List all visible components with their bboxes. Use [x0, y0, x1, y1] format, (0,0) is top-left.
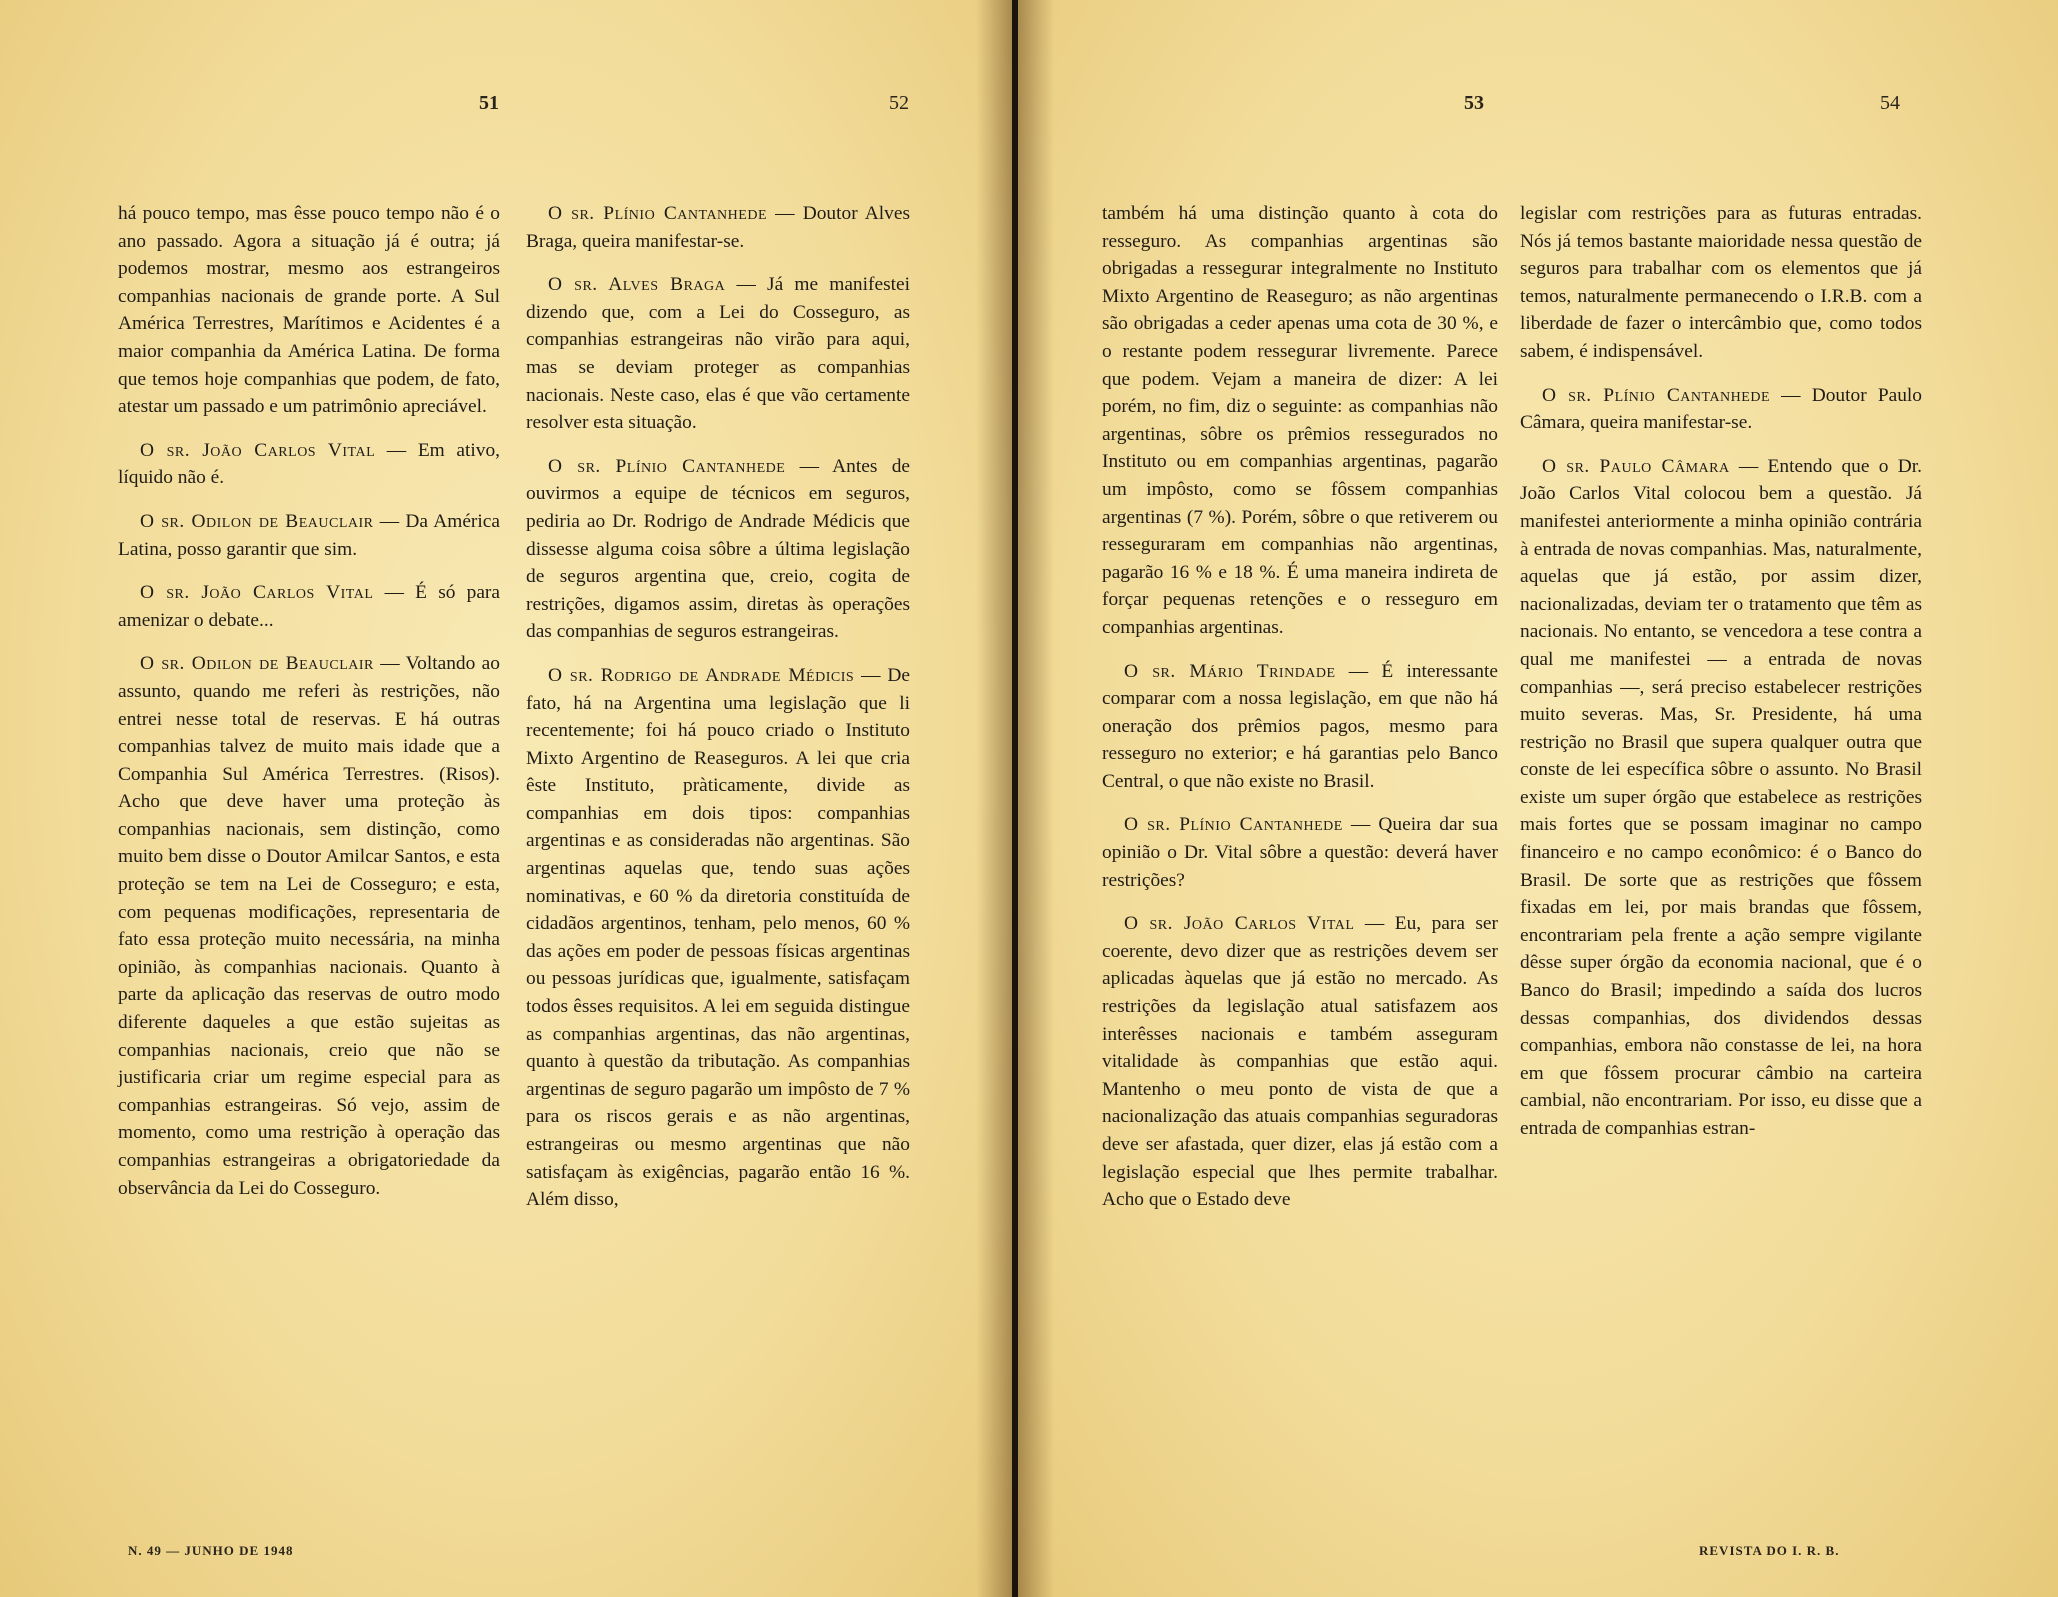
paragraph-text: — Queira dar sua opinião o Dr. Vital sôbre a questão: deverá haver restrições? [1102, 814, 1498, 891]
paragraph [118, 200, 500, 421]
speaker-name: O sr. Rodrigo de Andrade Médicis [548, 664, 855, 686]
text-column [526, 200, 910, 1230]
journal-footer: REVISTA DO I. R. B. [1699, 1543, 1840, 1558]
paragraph [526, 662, 910, 1214]
paragraph [1102, 658, 1498, 796]
paragraph-text: há pouco tempo, mas êsse pouco tempo não é o ano passado. Agora a situação já é outra; já podemos mostrar, mesmo aos estrangeiros companhias nacionais de grande porte. A Sul América Terrestres, Marítimos e Acidentes é a maior companhia da América Latina. De forma que temos hoje companhias que podem, de fato, atestar um passado e um patrimônio apreciável. [118, 203, 500, 418]
paragraph-text: também há uma distinção quanto à cota do resseguro. As companhias argentinas são obrigadas a ressegurar integralmente no Instituto Mixto Argentino de Reaseguro; as não argentinas são obrigadas a ceder apenas uma cota de 30 %, e o restante podem ressegurar livremente. Parece que podem. Vejam a maneira de dizer: A lei porém, no fim, diz o seguinte: as companhias não argentinas, sôbre os prêmios ressegurados no Instituto ou em companhias argentinas, pagarão um impôsto, como se fôssem companhias argentinas (7 %). Porém, sôbre o que retiverem ou resseguraram em companhias não argentinas, pagarão 16 % e 18 %. É uma maneira indireta de forçar pequenas retenções e o resseguro em companhias argentinas. [1102, 203, 1498, 638]
paragraph-text: — Voltando ao assunto, quando me referi às restrições, não entrei nesse total de reservas. E há outras companhias talvez de muito mais idade que a Companhia Sul América Terrestres. (Risos). Acho que deve haver uma proteção às companhias nacionais, sem distinção, como muito bem disse o Doutor Amilcar Santos, e esta proteção se tem na Lei de Cosseguro; e esta, com pequenas modificações, representaria de fato essa proteção muito necessária, na minha opinião, às companhias nacionais. Quanto à parte da aplicação das reservas de outro modo diferente daqueles a que estão sujeitas as companhias nacionais, creio que não se justificaria criar um regime especial para as companhias estrangeiras. Só vejo, assim de momento, como uma restrição à operação das companhias estrangeiras a obrigatoriedade da observância da Lei do Cosseguro. [118, 653, 500, 1199]
paragraph [1520, 453, 1922, 1143]
issue-footer: N. 49 — JUNHO DE 1948 [128, 1543, 294, 1558]
speaker-name: O sr. João Carlos Vital [1124, 913, 1355, 935]
paragraph-text: — Da América Latina, posso garantir que sim. [118, 510, 500, 560]
speaker-name: O sr. Odilon de Beauclair [140, 653, 374, 675]
paragraph-text: — É interessante comparar com a nossa legislação, em que não há oneração dos prêmios pagos, mesmo para resseguro no exterior; e há garantias pelo Banco Central, o que não existe no Brasil. [1102, 660, 1498, 792]
page-number: 51 [479, 92, 499, 114]
paragraph-text: — Doutor Alves Braga, queira manifestar-se. [526, 203, 910, 252]
paragraph [1520, 200, 1922, 366]
speaker-name: O sr. João Carlos Vital [140, 582, 374, 604]
page-number: 52 [889, 92, 909, 114]
paragraph-text: — Entendo que o Dr. João Carlos Vital colocou bem a questão. Já manifestei anteriormente a minha opinião contrária à entrada de novas companhias. Mas, naturalmente, aquelas que já estão, por assim dizer, nacionalizadas, deviam ter o tratamento que têm as nacionais. No entanto, se vencedora a tese contra a qual me manifestei — a entrada de novas companhias —, será preciso estabelecer restrições muito severas. Mas, Sr. Presidente, há uma restrição no Brasil que supera qualquer outra que conste de lei específica sôbre o assunto. No Brasil existe um super órgão que estabelece as restrições mais fortes que se possam imaginar no campo financeiro e no campo econômico: é o Banco do Brasil. De sorte que as restrições que fôssem fixadas em lei, por mais brandas que fôssem, encontrariam pela frente a ação sempre vigilante dêsse super órgão da economia nacional, que é o Banco do Brasil; impedindo a saída dos lucros dessas companhias, dos dividendos dessas companhias, embora não constasse de lei, na hora em que fôssem procurar câmbio na carteira cambial, não encontrariam. Por isso, eu disse que a entrada de companhias estran- [1520, 455, 1922, 1139]
paragraph [118, 508, 500, 563]
paragraph [1102, 811, 1498, 894]
text-column [118, 200, 500, 1218]
speaker-name: O sr. Alves Braga [548, 274, 726, 296]
left-page [0, 0, 1012, 1597]
speaker-name: O sr. Plínio Cantanhede [548, 203, 767, 224]
paragraph [526, 453, 910, 646]
speaker-name: O sr. Odilon de Beauclair [140, 510, 374, 532]
speaker-name: O sr. Plínio Cantanhede [1124, 814, 1343, 836]
paragraph-text: — Em ativo, líquido não é. [118, 439, 501, 489]
text-column [1520, 200, 1922, 1159]
paragraph-text: — De fato, há na Argentina uma legislação que li recentemente; foi há pouco criado o Instituto Mixto Argentino de Reaseguros. A lei que cria êste Instituto, pràticamente, divide as companhias em dois tipos: companhias argentinas e as consideradas não argentinas. São argentinas aquelas que, tendo suas ações nominativas, e 60 % da diretoria constituída de cidadãos argentinos, tenham, pelo menos, 60 % das ações em poder de pessoas físicas argentinas ou pessoas jurídicas que, igualmente, satisfaçam todos êsses requisitos. A lei em seguida distingue as companhias argentinas, das não argentinas, quanto à questão da tributação. As companhias argentinas de seguro pagarão um impôsto de 7 % para os riscos gerais e as não argentinas, estrangeiras ou mesmo argentinas que não satisfaçam às exigências, pagarão então 16 %. Além disso, [526, 664, 910, 1211]
paragraph-text: — Já me manifestei dizendo que, com a Lei do Cosseguro, as companhias estrangeiras não virão para aqui, mas se deviam proteger as companhias nacionais. Neste caso, elas é que vão certamente resolver esta situação. [526, 274, 910, 434]
paragraph [1520, 382, 1922, 437]
paragraph [1102, 910, 1498, 1214]
paragraph [526, 200, 910, 255]
paragraph-text: — Antes de ouvirmos a equipe de técnicos em seguros, pediria ao Dr. Rodrigo de Andrade Médicis que dissesse alguma coisa sôbre a última legislação de seguros argentina que, creio, cogita de restrições, digamos assim, diretas às operações das companhias de seguros estrangeiras. [526, 455, 910, 643]
right-page [1018, 0, 2058, 1597]
paragraph-text: legislar com restrições para as futuras entradas. Nós já temos bastante maioridade nessa questão de seguros para trabalhar com os elementos que já temos, naturalmente permanecendo o I.R.B. com a liberdade de fazer o intercâmbio que, como todos sabem, é indispensável. [1520, 203, 1922, 362]
paragraph [526, 271, 910, 437]
speaker-name: O sr. Plínio Cantanhede [1542, 384, 1770, 406]
paragraph [118, 437, 500, 492]
paragraph [118, 650, 500, 1202]
paragraph-text: — É só para amenizar o debate... [118, 582, 500, 631]
text-column [1102, 200, 1498, 1230]
paragraph [118, 579, 500, 634]
page-number: 54 [1880, 92, 1900, 114]
speaker-name: O sr. Plínio Cantanhede [548, 455, 786, 477]
speaker-name: O sr. João Carlos Vital [140, 439, 376, 461]
paragraph-text: — Eu, para ser coerente, devo dizer que as restrições devem ser aplicadas àquelas que já estão no mercado. As restrições da legislação atual satisfazem aos interêsses nacionais e também asseguram vitalidade às companhias que estão aqui. Mantenho o meu ponto de vista de que a nacionalização das atuais companhias seguradoras deve ser afastada, quer dizer, elas já estão com a legislação especial que lhes permite trabalhar. Acho que o Estado deve [1102, 913, 1498, 1211]
paragraph [1102, 200, 1498, 642]
speaker-name: O sr. Paulo Câmara [1542, 455, 1730, 477]
speaker-name: O sr. Mário Trindade [1124, 660, 1336, 682]
page-number: 53 [1464, 92, 1484, 114]
paragraph-text: — Doutor Paulo Câmara, queira manifestar-se. [1520, 384, 1922, 434]
